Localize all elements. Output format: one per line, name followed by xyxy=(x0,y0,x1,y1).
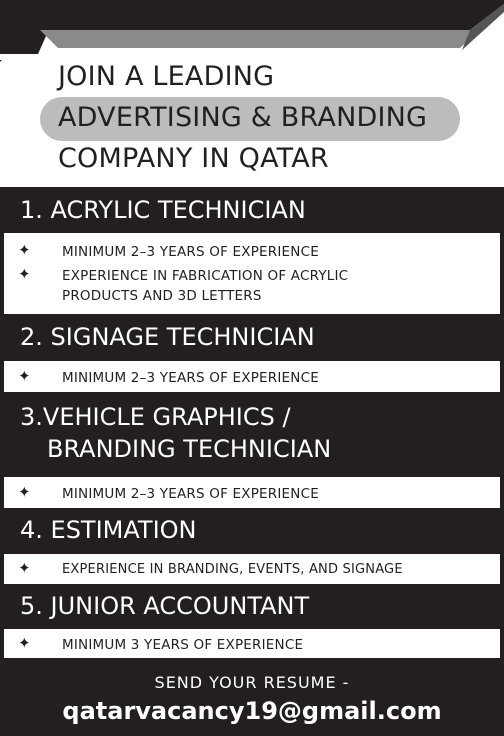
job-title: 5. JUNIOR ACCOUNTANT xyxy=(20,592,310,620)
list-item-continuation: PRODUCTS AND 3D LETTERS xyxy=(62,288,262,304)
headline-line-2: ADVERTISING & BRANDING xyxy=(58,102,428,133)
list-item: ✦ EXPERIENCE IN FABRICATION OF ACRYLIC xyxy=(18,265,349,284)
list-item: ✦ MINIMUM 3 YEARS OF EXPERIENCE xyxy=(18,634,304,653)
headline-line-1: JOIN A LEADING xyxy=(58,61,275,92)
header-panel xyxy=(0,0,504,187)
job-requirements xyxy=(4,477,500,508)
email-address: qatarvacancy19@gmail.com xyxy=(62,697,442,725)
list-item: ✦ MINIMUM 2–3 YEARS OF EXPERIENCE xyxy=(18,367,319,386)
list-item: ✦ MINIMUM 2–3 YEARS OF EXPERIENCE xyxy=(18,241,319,260)
star-bullet-icon: ✦ xyxy=(18,265,31,283)
job-title-band xyxy=(0,187,504,233)
job-requirements xyxy=(4,361,500,392)
job-title-band xyxy=(0,508,504,554)
list-item: ✦ MINIMUM 2–3 YEARS OF EXPERIENCE xyxy=(18,483,319,502)
star-bullet-icon: ✦ xyxy=(18,559,31,577)
job-requirements xyxy=(4,233,500,314)
list-item: ✦ EXPERIENCE IN BRANDING, EVENTS, AND SIGNAGE xyxy=(18,559,403,577)
send-resume-text: SEND YOUR RESUME - xyxy=(154,673,350,692)
job-title-line-1: 3.VEHICLE GRAPHICS / xyxy=(20,403,291,431)
job-requirements xyxy=(4,629,500,658)
job-title: 2. SIGNAGE TECHNICIAN xyxy=(20,323,315,351)
job-title-band xyxy=(0,314,504,361)
job-title-band xyxy=(0,392,504,477)
star-bullet-icon: ✦ xyxy=(18,241,31,259)
star-bullet-icon: ✦ xyxy=(18,634,31,652)
job-title-band xyxy=(0,584,504,629)
job-title: 4. ESTIMATION xyxy=(20,516,197,544)
star-bullet-icon: ✦ xyxy=(18,483,31,501)
star-bullet-icon: ✦ xyxy=(18,367,31,385)
job-title-line-2: BRANDING TECHNICIAN xyxy=(47,435,332,463)
headline-line-3: COMPANY IN QATAR xyxy=(58,143,329,174)
job-requirements xyxy=(4,554,500,584)
job-title: 1. ACRYLIC TECHNICIAN xyxy=(20,196,306,224)
